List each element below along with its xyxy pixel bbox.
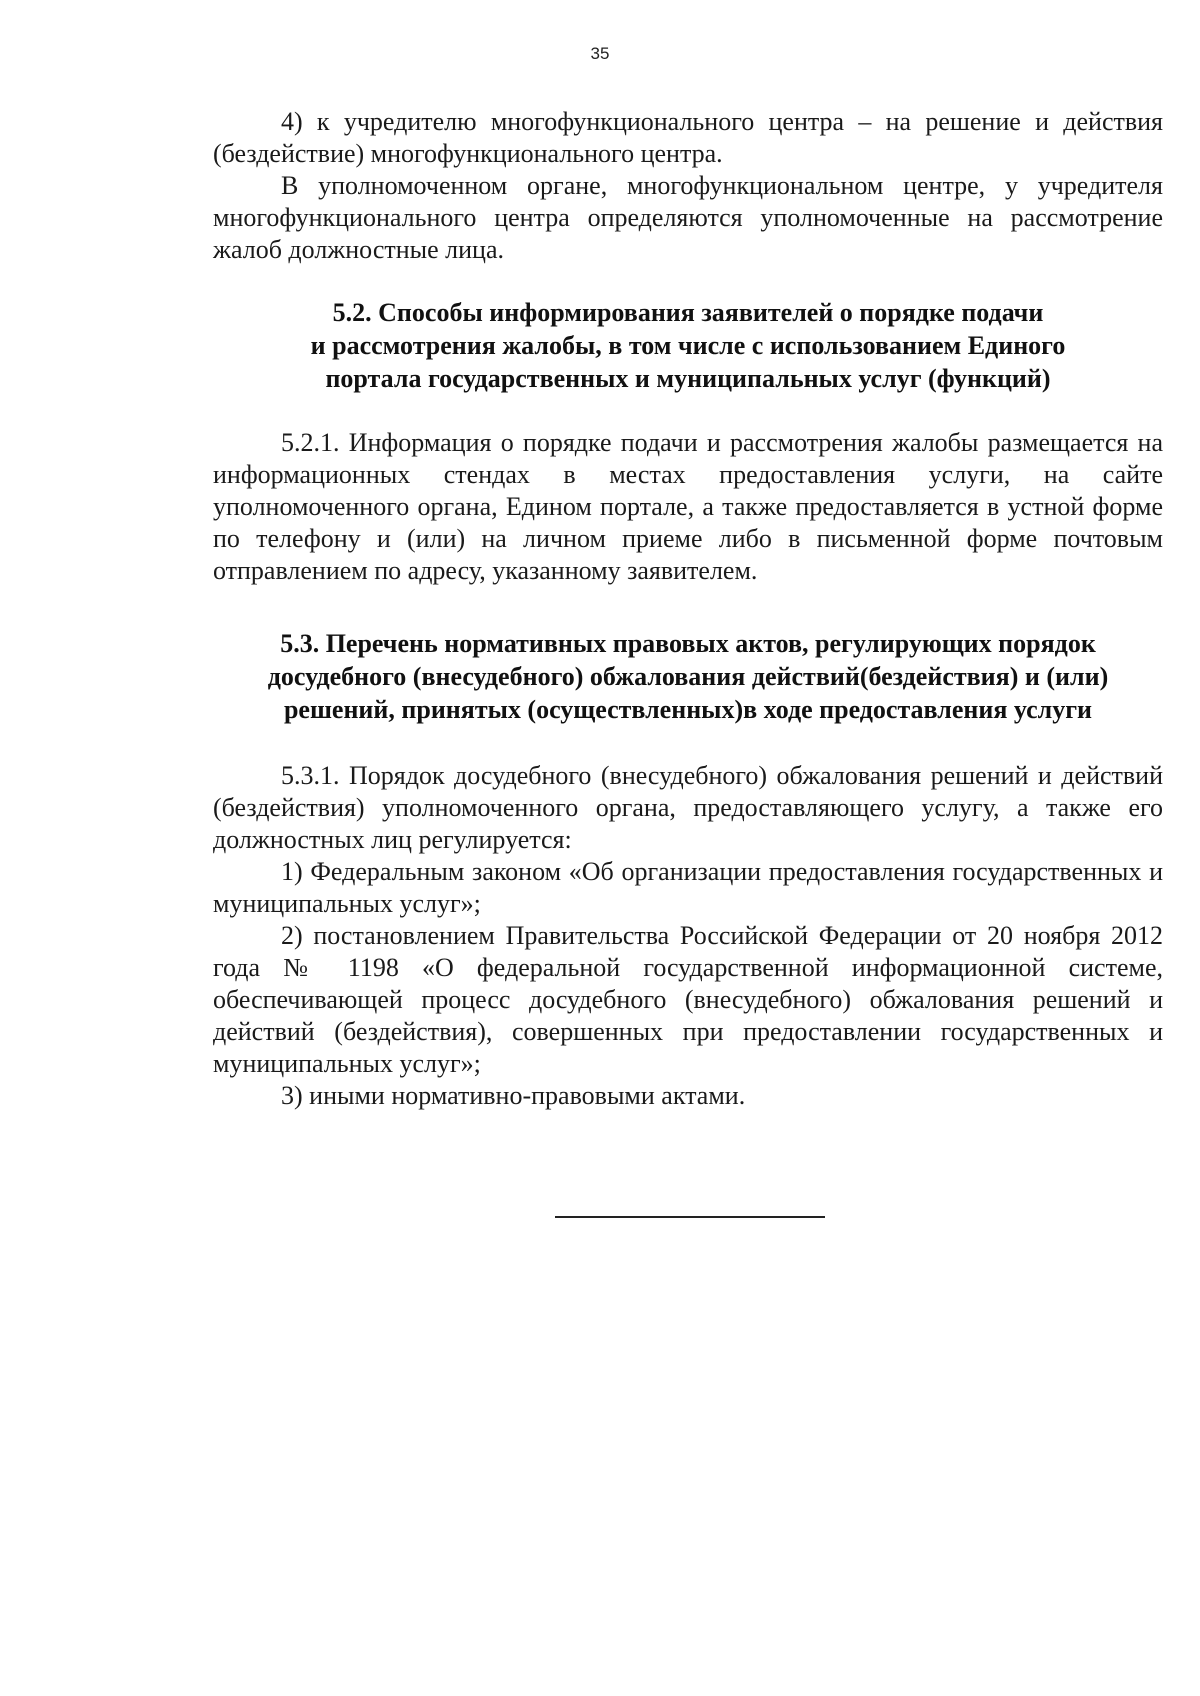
heading-line: досудебного (внесудебного) обжалования действий(бездействия) и (или) xyxy=(267,662,1109,691)
list-item-government-decree: 2) постановлением Правительства Российской Федерации от 20 ноября 2012 года № 1198 «О федеральной государственной информационной системе, обеспечивающей процесс досудебного (внесудебного) обжалования решений и действий (бездействия), совершенных при предоставлении государственных и муниципальных услуг»; xyxy=(213,921,1163,1078)
heading-line: 5.3. Перечень нормативных правовых актов, регулирующих порядок xyxy=(280,629,1096,658)
paragraph-5-2-1: 5.2.1. Информация о порядке подачи и рассмотрения жалобы размещается на информационных стендах в местах предоставления услуги, на сайте уполномоченного органа, Едином портале, а также предоставляется в устной форме по телефону и (или) на личном приеме либо в письменной форме почтовым отправлением по адресу, указанному заявителем. xyxy=(213,428,1163,585)
paragraph-authorized-officials: В уполномоченном органе, многофункциональном центре, у учредителя многофункционального центра определяются уполномоченные на рассмотрение жалоб должностные лица. xyxy=(213,171,1163,264)
document-body xyxy=(213,106,1163,1112)
section-5-3-heading xyxy=(213,627,1163,726)
section-5-2-heading xyxy=(213,296,1163,395)
paragraph-mfc-founder: 4) к учредителю многофункционального центра – на решение и действия (бездействие) многофункционального центра. xyxy=(213,107,1163,168)
end-of-section-rule xyxy=(555,1216,825,1218)
paragraph-5-3-1: 5.3.1. Порядок досудебного (внесудебного) обжалования решений и действий (бездействия) уполномоченного органа, предоставляющего услугу, а также его должностных лиц регулируется: xyxy=(213,761,1163,854)
heading-line: портала государственных и муниципальных услуг (функций) xyxy=(325,364,1051,393)
heading-line: решений, принятых (осуществленных)в ходе предоставления услуги xyxy=(283,695,1093,724)
list-item-other-acts: 3) иными нормативно-правовыми актами. xyxy=(281,1081,746,1110)
list-item-federal-law: 1) Федеральным законом «Об организации предоставления государственных и муниципальных услуг»; xyxy=(213,857,1163,918)
page-number: 35 xyxy=(590,44,610,63)
heading-line: 5.2. Способы информирования заявителей о порядке подачи xyxy=(332,298,1044,327)
heading-line: и рассмотрения жалобы, в том числе с использованием Единого xyxy=(310,331,1066,360)
